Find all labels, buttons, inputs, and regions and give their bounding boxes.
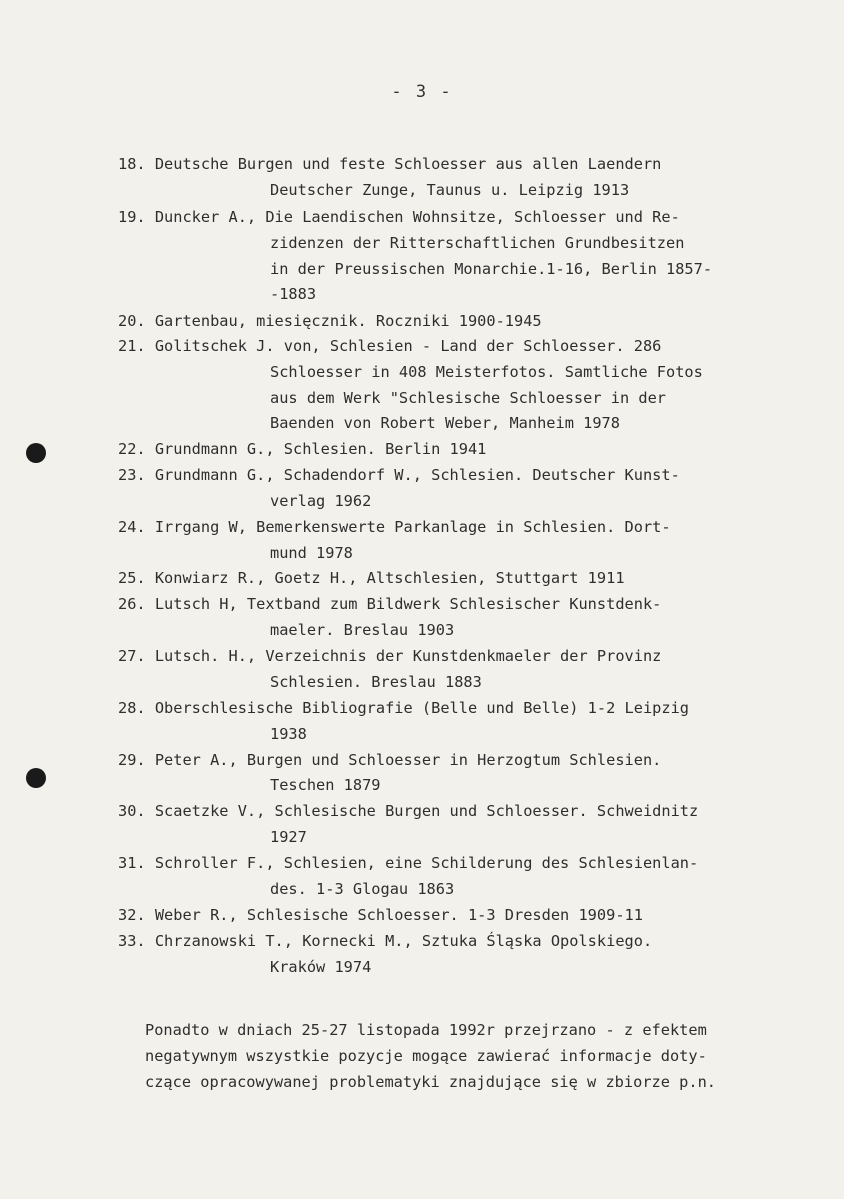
- entry-21-line-2: Schloesser in 408 Meisterfotos. Samtliche Fotos: [270, 363, 703, 381]
- entry-21-line-1: 21. Golitschek J. von, Schlesien - Land der Schloesser. 286: [118, 337, 662, 355]
- entry-29-line-1: 29. Peter A., Burgen und Schloesser in Herzogtum Schlesien.: [118, 751, 662, 769]
- entry-27-line-2: Schlesien. Breslau 1883: [270, 673, 482, 691]
- entry-24-line-1: 24. Irrgang W, Bemerkenswerte Parkanlage in Schlesien. Dort-: [118, 518, 671, 536]
- entry-19-line-2: zidenzen der Ritterschaftlichen Grundbesitzen: [270, 234, 685, 252]
- entry-30-line-1: 30. Scaetzke V., Schlesische Burgen und Schloesser. Schweidnitz: [118, 802, 699, 820]
- entry-33-line-2: Kraków 1974: [270, 958, 372, 976]
- entry-19-line-1: 19. Duncker A., Die Laendischen Wohnsitze, Schloesser und Re-: [118, 208, 680, 226]
- entry-21-line-3: aus dem Werk "Schlesische Schloesser in der: [270, 389, 667, 407]
- entry-19-line-3: in der Preussischen Monarchie.1-16, Berlin 1857-: [270, 260, 713, 278]
- closing-paragraph: [145, 1017, 765, 1095]
- entry-20-line-1: 20. Gartenbau, miesięcznik. Roczniki 1900-1945: [118, 312, 542, 330]
- closing-line-2: negatywnym wszystkie pozycje mogące zawierać informacje doty-: [145, 1047, 707, 1065]
- entry-26-line-1: 26. Lutsch H, Textband zum Bildwerk Schlesischer Kunstdenk-: [118, 595, 662, 613]
- entry-23-line-2: verlag 1962: [270, 492, 372, 510]
- closing-line-3: czące opracowywanej problematyki znajdujące się w zbiorze p.n.: [145, 1073, 716, 1091]
- entry-22-line-1: 22. Grundmann G., Schlesien. Berlin 1941: [118, 440, 487, 458]
- entry-19-line-4: -1883: [270, 285, 317, 303]
- entry-29-line-2: Teschen 1879: [270, 776, 381, 794]
- page-number: - 3 -: [391, 82, 453, 102]
- entry-32-line-1: 32. Weber R., Schlesische Schloesser. 1-3 Dresden 1909-11: [118, 906, 643, 924]
- punch-hole-bottom: [26, 768, 46, 788]
- entry-27-line-1: 27. Lutsch. H., Verzeichnis der Kunstdenkmaeler der Provinz: [118, 647, 662, 665]
- entry-28-line-1: 28. Oberschlesische Bibliografie (Belle und Belle) 1-2 Leipzig: [118, 699, 689, 717]
- entry-31-line-2: des. 1-3 Glogau 1863: [270, 880, 455, 898]
- entry-31-line-1: 31. Schroller F., Schlesien, eine Schilderung des Schlesienlan-: [118, 854, 699, 872]
- entry-30-line-2: 1927: [270, 828, 307, 846]
- entry-23-line-1: 23. Grundmann G., Schadendorf W., Schlesien. Deutscher Kunst-: [118, 466, 680, 484]
- entry-26-line-2: maeler. Breslau 1903: [270, 621, 455, 639]
- closing-line-1: Ponadto w dniach 25-27 listopada 1992r przejrzano - z efektem: [145, 1021, 707, 1039]
- entry-33-line-1: 33. Chrzanowski T., Kornecki M., Sztuka Śląska Opolskiego.: [118, 932, 653, 950]
- entry-28-line-2: 1938: [270, 725, 307, 743]
- entry-18-line-2: Deutscher Zunge, Taunus u. Leipzig 1913: [270, 181, 630, 199]
- entry-21-line-4: Baenden von Robert Weber, Manheim 1978: [270, 414, 620, 432]
- entry-24-line-2: mund 1978: [270, 544, 353, 562]
- punch-hole-top: [26, 443, 46, 463]
- entry-25-line-1: 25. Konwiarz R., Goetz H., Altschlesien, Stuttgart 1911: [118, 569, 625, 587]
- entry-18-line-1: 18. Deutsche Burgen und feste Schloesser aus allen Laendern: [118, 155, 662, 173]
